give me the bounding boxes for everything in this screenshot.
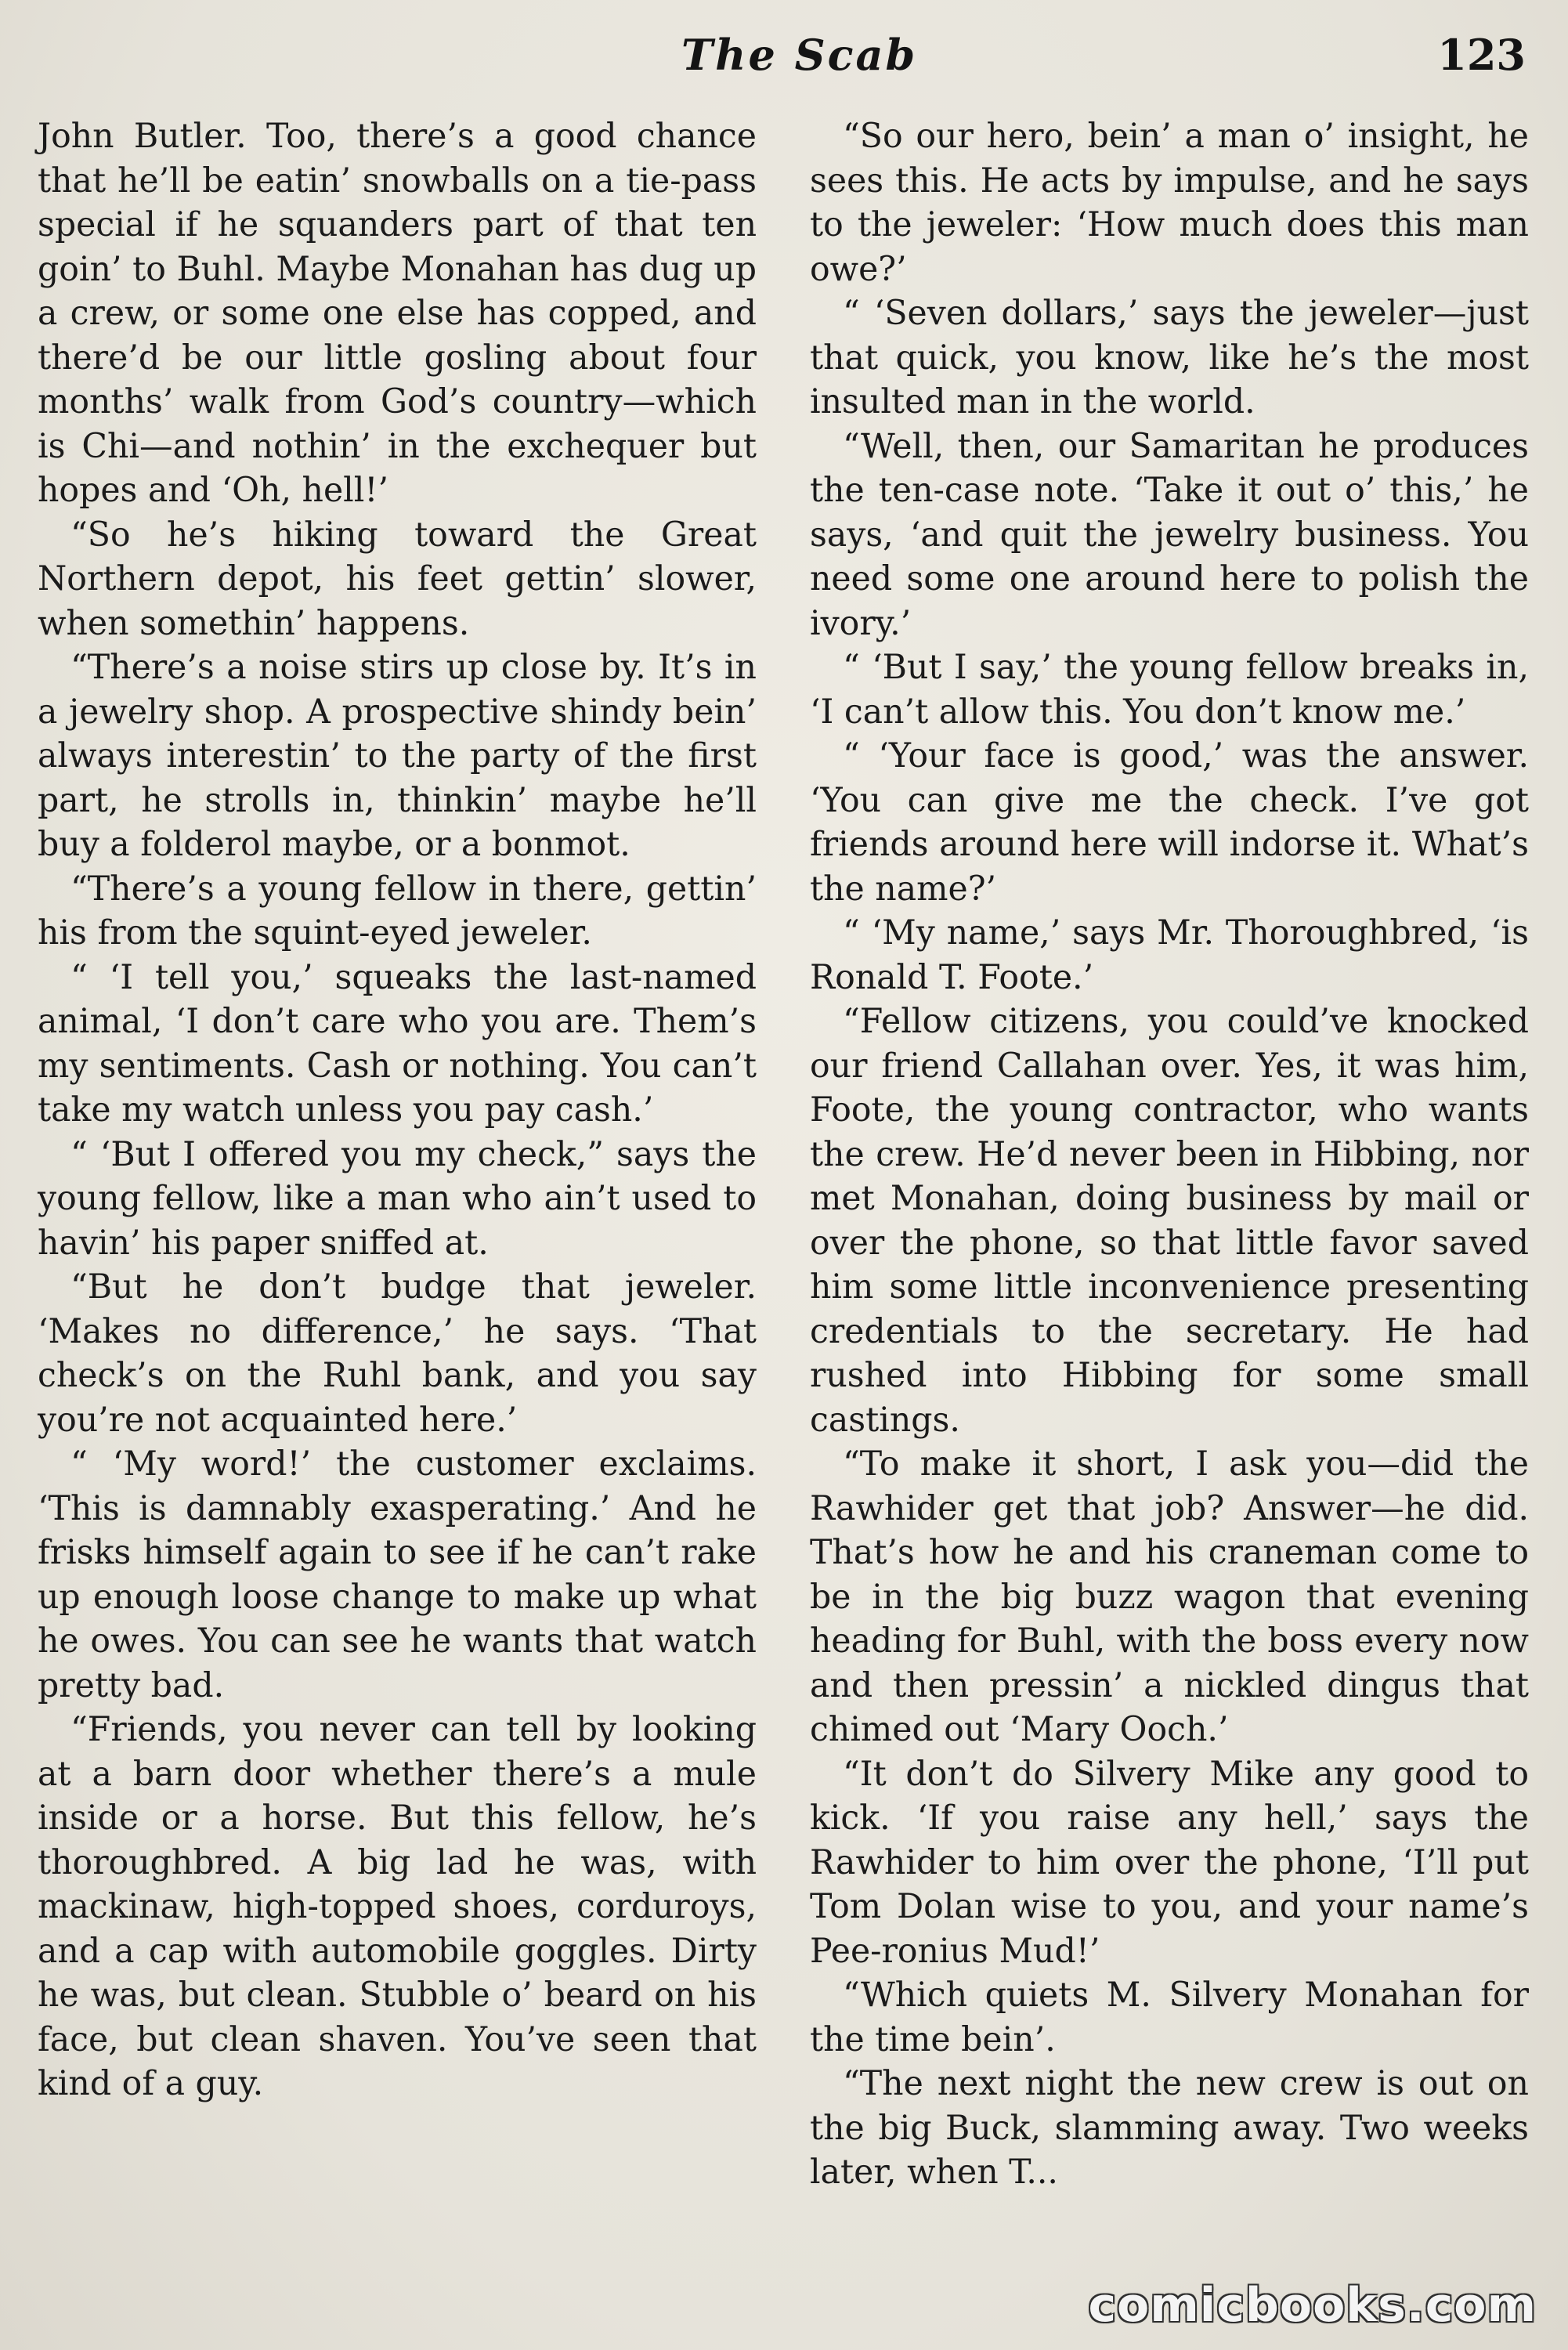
paragraph: “ ‘Your face is good,’ was the answer. ‘You can give me the check. I’ve got friends around here will indorse it. What’s the name?’ [810, 736, 1529, 909]
paragraph: “Which quiets M. Silvery Monahan for the time bein’. [810, 1976, 1529, 2059]
paragraph: “ ‘I tell you,’ squeaks the last-named animal, ‘I don’t care who you are. Them’s my sentiments. Cash or nothing. You can’t take my watch unless you pay cash.’ [38, 957, 757, 1130]
paragraph: “ ‘Seven dollars,’ says the jeweler—just that quick, you know, like he’s the most insulted man in the world. [810, 294, 1529, 421]
paragraph: “So he’s hiking toward the Great Northern depot, his feet gettin’ slower, when somethin’ happens. [38, 515, 757, 643]
paragraph: “ ‘But I say,’ the young fellow breaks in, ‘I can’t allow this. You don’t know me.’ [810, 648, 1529, 732]
paragraph: John Butler. Too, there’s a good chance that he’ll be eatin’ snowballs on a tie-pass special if he squanders part of that ten goin’ to Buhl. Maybe Monahan has dug up a crew, or some one else has copped, and there’d be our little gosling about four months’ walk from God’s country—which is Chi—and nothin’ in the exchequer but hopes and ‘Oh, hell!’ [38, 117, 757, 510]
paragraph: “So our hero, bein’ a man o’ insight, he sees this. He acts by impulse, and he says to the jeweler: ‘How much does this man owe?’ [810, 117, 1529, 289]
paragraph: “There’s a young fellow in there, gettin’ his from the squint-eyed jeweler. [38, 869, 757, 953]
paragraph: “Friends, you never can tell by looking at a barn door whether there’s a mule inside or a horse. But this fellow, he’s thoroughbred. A big lad he was, with mackinaw, high-topped shoes, corduroys, and a cap with automobile goggles. Dirty he was, but clean. Stubble o’ beard on his face, but clean shaven. You’ve seen that kind of a guy. [38, 1710, 757, 2103]
running-title: The Scab [681, 30, 918, 80]
paragraph: “The next night the new crew is out on the big Buck, slamming away. Two weeks later, when T... [810, 2064, 1529, 2192]
paragraph: “Well, then, our Samaritan he produces the ten-case note. ‘Take it out o’ this,’ he says, ‘and quit the jewelry business. You need some one around here to polish the ivory.’ [810, 426, 1529, 643]
paragraph: “ ‘My word!’ the customer exclaims. ‘This is damnably exasperating.’ And he frisks himself again to see if he can’t rake up enough loose change to make up what he owes. You can see he wants that watch pretty bad. [38, 1444, 757, 1705]
paragraph: “ ‘My name,’ says Mr. Thoroughbred, ‘is Ronald T. Foote.’ [810, 913, 1529, 997]
paragraph: “ ‘But I offered you my check,” says the young fellow, like a man who ain’t used to havin’ his paper sniffed at. [38, 1134, 757, 1263]
watermark: comicbooks.com [1088, 2278, 1537, 2333]
left-column [38, 114, 757, 2106]
paragraph: “But he don’t budge that jeweler. ‘Makes no difference,’ he says. ‘That check’s on the Ruhl bank, and you say you’re not acquainted here.’ [38, 1267, 757, 1440]
page-number: 123 [1437, 30, 1526, 80]
paragraph: “There’s a noise stirs up close by. It’s in a jewelry shop. A prospective shindy bein’ always interestin’ to the party of the first part, he strolls in, thinkin’ maybe he’ll buy a folderol maybe, or a bonmot. [38, 648, 757, 864]
paragraph: “To make it short, I ask you—did the Rawhider get that job? Answer—he did. That’s how he and his craneman come to be in the big buzz wagon that evening heading for Buhl, with the boss every now and then pressin’ a nickled dingus that chimed out ‘Mary Ooch.’ [810, 1444, 1529, 1749]
paragraph: “It don’t do Silvery Mike any good to kick. ‘If you raise any hell,’ says the Rawhider to him over the phone, ‘I’ll put Tom Dolan wise to you, and your name’s Pee-ronius Mud!’ [810, 1754, 1529, 1971]
right-column [810, 114, 1529, 2195]
paragraph: “Fellow citizens, you could’ve knocked our friend Callahan over. Yes, it was him, Foote, the young contractor, who wants the crew. He’d never been in Hibbing, nor met Monahan, doing business by mail or over the phone, so that little favor saved him some little inconvenience presenting credentials to the secretary. He had rushed into Hibbing for some small castings. [810, 1002, 1529, 1440]
